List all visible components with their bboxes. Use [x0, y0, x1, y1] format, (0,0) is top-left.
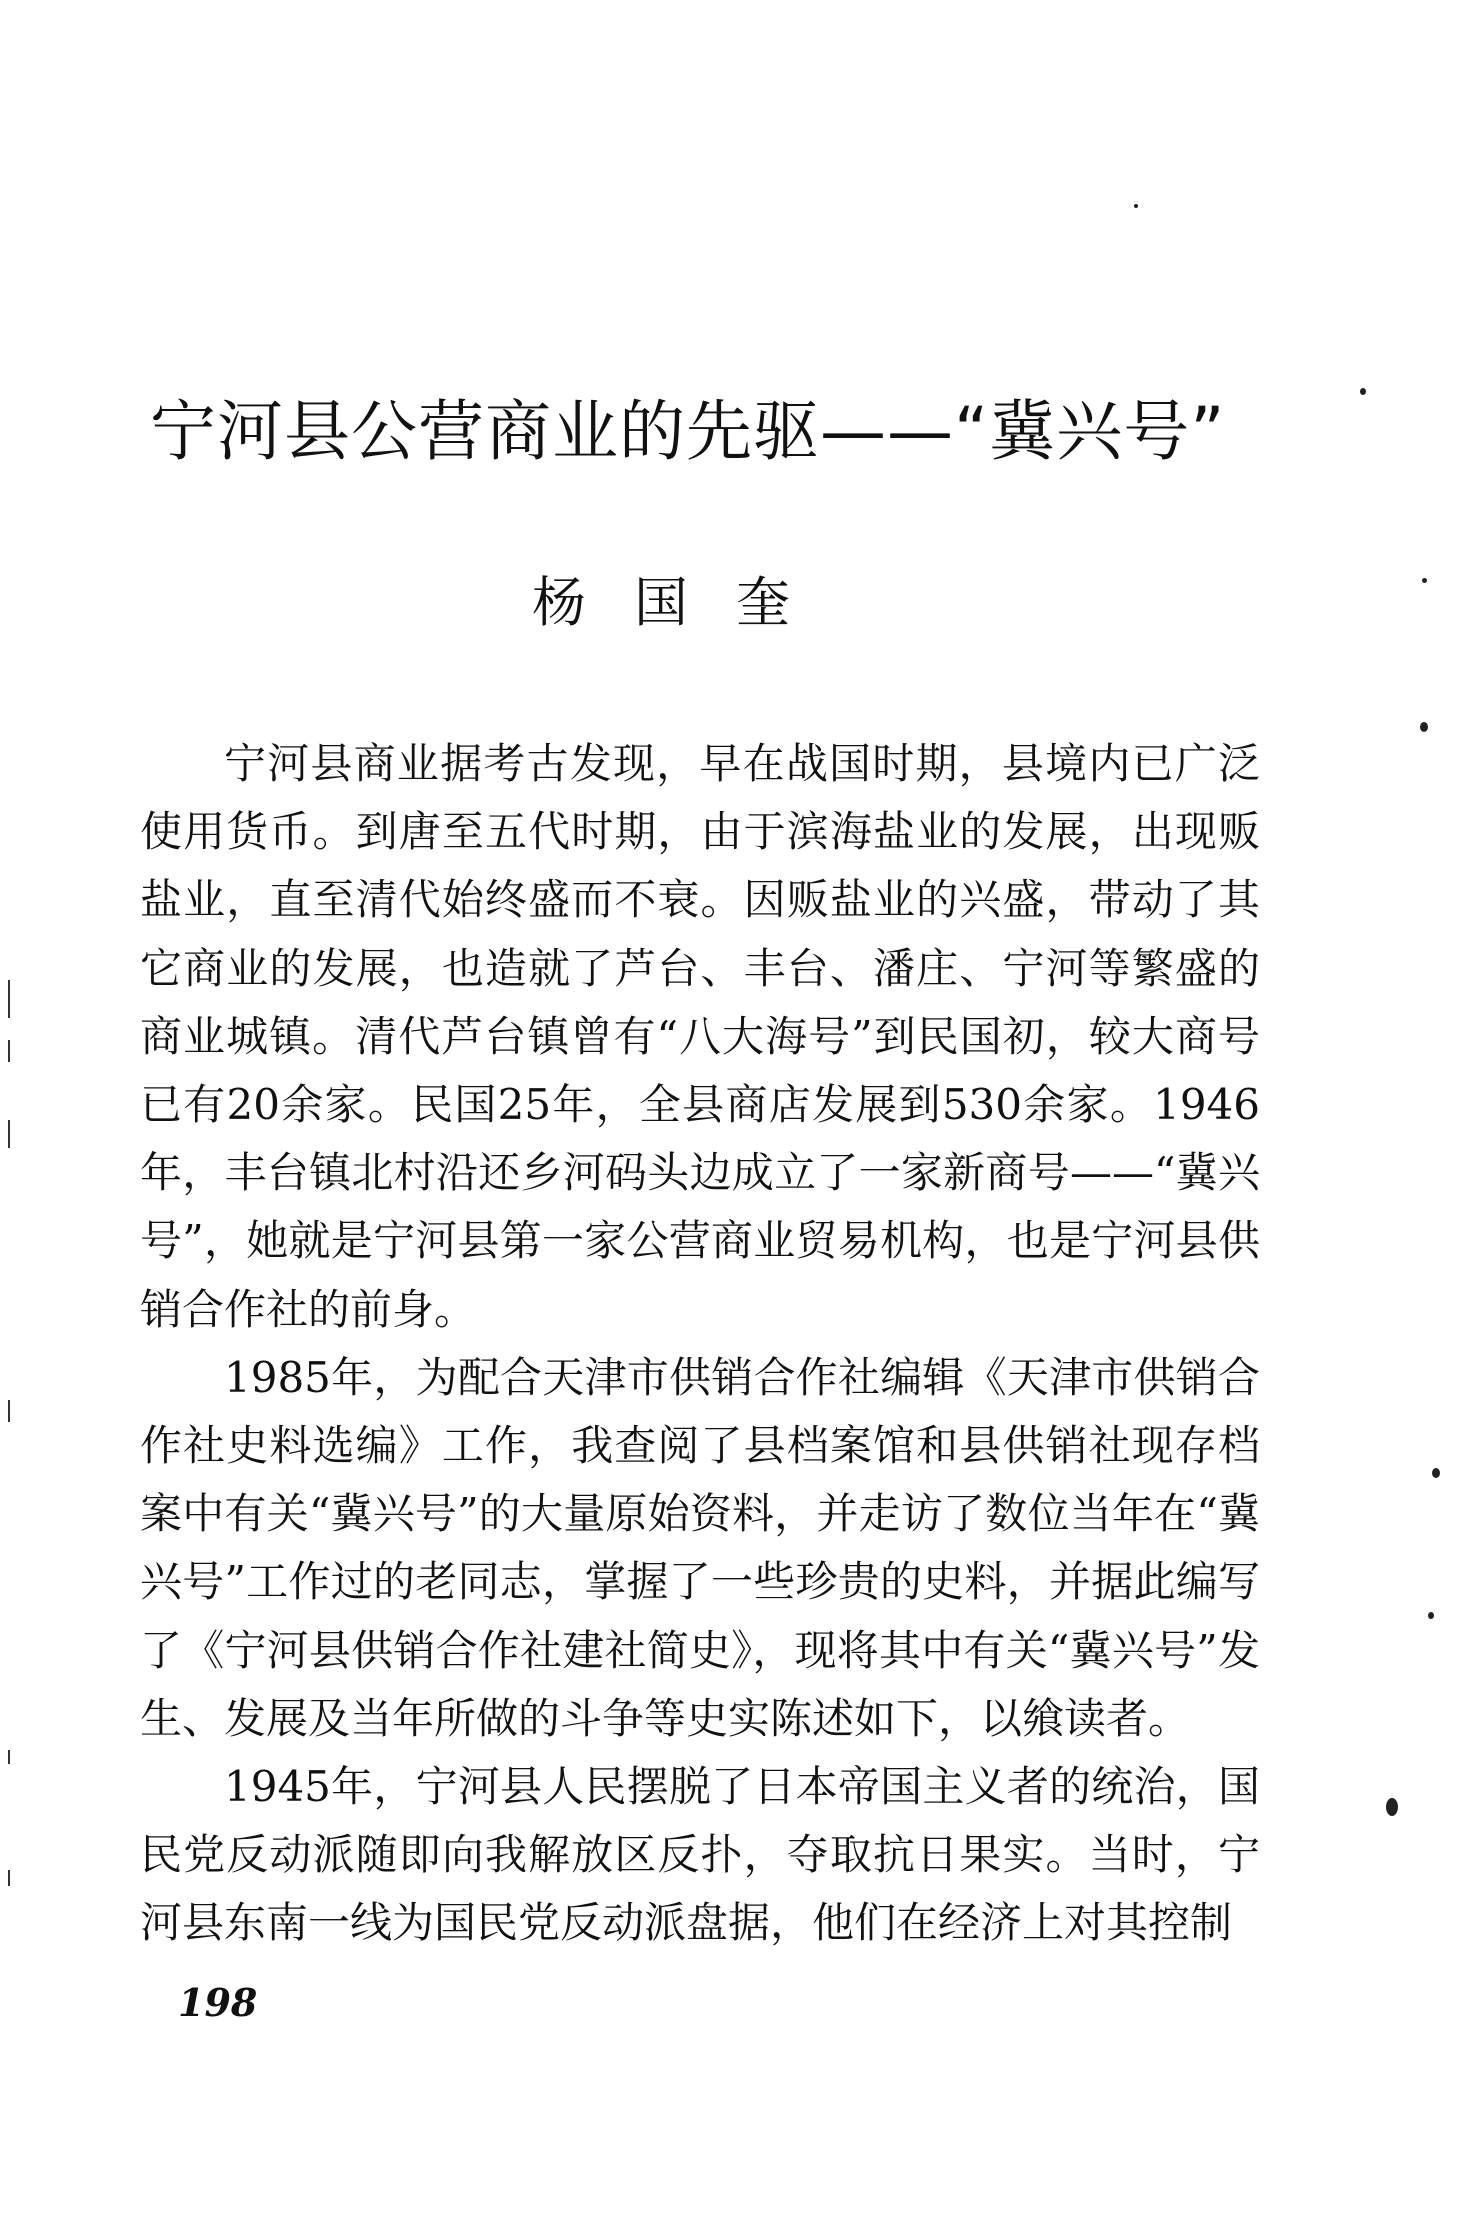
- margin-mark: [8, 1750, 10, 1764]
- margin-mark: [8, 1120, 10, 1148]
- scan-speck: [1386, 1798, 1398, 1816]
- scan-speck: [1360, 388, 1366, 395]
- scan-speck: [1420, 722, 1428, 732]
- scan-speck: [1134, 204, 1138, 208]
- body-paragraph: 1945年，宁河县人民摆脱了日本帝国主义者的统治，国民党反动派随即向我解放区反扑，夺取抗日果实。当时，宁河县东南一线为国民党反动派盘据，他们在经济上对其控制: [140, 1762, 1260, 1948]
- article-title: 宁河县公营商业的先驱——“冀兴号”: [150, 393, 1226, 470]
- scan-speck: [1422, 578, 1427, 583]
- page-number: 198: [178, 1980, 258, 2025]
- body-paragraph: 宁河县商业据考古发现，早在战国时期，县境内已广泛使用货币。到唐至五代时期，由于滨海盐业的发展，出现贩盐业，直至清代始终盛而不衰。因贩盐业的兴盛，带动了其它商业的发展，也造就了芦台、丰台、潘庄、宁河等繁盛的商业城镇。清代芦台镇曾有“八大海号”到民国初，较大商号已有20余家。民国25年，全县商店发展到530余家。1946年，丰台镇北村沿还乡河码头边成立了一家新商号——“冀兴号”，她就是宁河县第一家公营商业贸易机构，也是宁河县供销合作社的前身。: [140, 739, 1260, 1334]
- article-body: [140, 730, 1260, 1958]
- scan-speck: [1432, 1468, 1440, 1478]
- scan-speck: [1428, 1612, 1434, 1619]
- body-paragraph: 1985年，为配合天津市供销合作社编辑《天津市供销合作社史料选编》工作，我查阅了县档案馆和县供销社现存档案中有关“冀兴号”的大量原始资料，并走访了数位当年在“冀兴号”工作过的老同志，掌握了一些珍贵的史料，并据此编写了《宁河县供销合作社建社简史》，现将其中有关“冀兴号”发生、发展及当年所做的斗争等史实陈述如下，以飨读者。: [140, 1352, 1260, 1743]
- margin-mark: [8, 1400, 10, 1422]
- margin-mark: [8, 980, 10, 1018]
- author-name: 杨国奎: [532, 571, 838, 634]
- margin-mark: [8, 1870, 10, 1886]
- margin-mark: [8, 1040, 10, 1062]
